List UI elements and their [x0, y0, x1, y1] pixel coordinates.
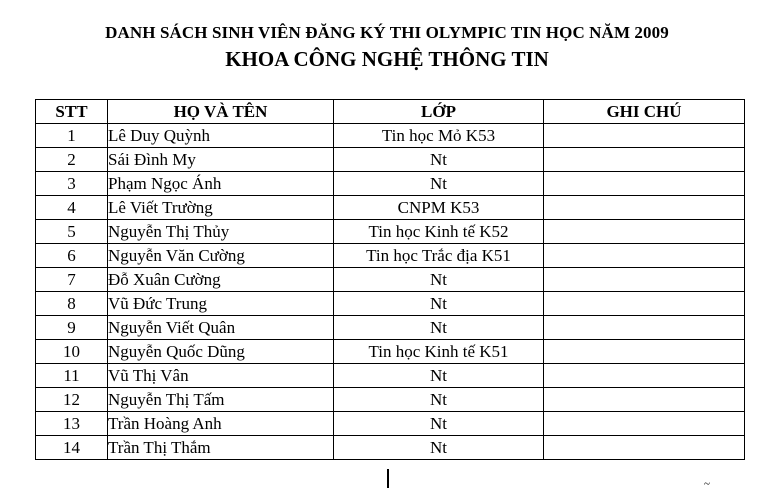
name-cell[interactable]: Nguyễn Viết Quân [108, 316, 334, 340]
note-cell[interactable] [544, 268, 745, 292]
note-cell[interactable] [544, 388, 745, 412]
class-cell[interactable]: CNPM K53 [334, 196, 544, 220]
name-cell[interactable]: Vũ Đức Trung [108, 292, 334, 316]
note-cell[interactable] [544, 196, 745, 220]
stt-cell[interactable]: 14 [36, 436, 108, 460]
table-row [36, 148, 745, 172]
class-cell[interactable]: Tin học Trắc địa K51 [334, 244, 544, 268]
table-row [36, 388, 745, 412]
name-cell[interactable]: Trần Hoàng Anh [108, 412, 334, 436]
header-class[interactable]: LỚP [334, 100, 544, 124]
department-title: KHOA CÔNG NGHỆ THÔNG TIN [225, 47, 549, 71]
text-cursor [387, 469, 389, 488]
stt-cell[interactable]: 2 [36, 148, 108, 172]
name-cell[interactable]: Lê Duy Quỳnh [108, 124, 334, 148]
header-stt[interactable]: STT [36, 100, 108, 124]
stt-cell[interactable]: 10 [36, 340, 108, 364]
class-cell[interactable]: Nt [334, 316, 544, 340]
note-cell[interactable] [544, 172, 745, 196]
table-body [36, 124, 745, 460]
corner-mark: ~ [704, 478, 710, 490]
note-cell[interactable] [544, 292, 745, 316]
table-row [36, 292, 745, 316]
name-cell[interactable]: Nguyễn Thị Thủy [108, 220, 334, 244]
stt-cell[interactable]: 7 [36, 268, 108, 292]
class-cell[interactable]: Nt [334, 148, 544, 172]
table-row [36, 268, 745, 292]
stt-cell[interactable]: 6 [36, 244, 108, 268]
name-cell[interactable]: Đỗ Xuân Cường [108, 268, 334, 292]
stt-cell[interactable]: 3 [36, 172, 108, 196]
note-cell[interactable] [544, 244, 745, 268]
name-cell[interactable]: Nguyễn Thị Tấm [108, 388, 334, 412]
stt-cell[interactable]: 9 [36, 316, 108, 340]
class-cell[interactable]: Nt [334, 172, 544, 196]
class-cell[interactable]: Nt [334, 292, 544, 316]
note-cell[interactable] [544, 436, 745, 460]
table-row [36, 124, 745, 148]
table-row [36, 364, 745, 388]
class-cell[interactable]: Tin học Kinh tế K51 [334, 340, 544, 364]
table-row [36, 172, 745, 196]
name-cell[interactable]: Phạm Ngọc Ánh [108, 172, 334, 196]
stt-cell[interactable]: 5 [36, 220, 108, 244]
name-cell[interactable]: Nguyễn Quốc Dũng [108, 340, 334, 364]
student-roster-table [35, 99, 745, 460]
table-row [36, 220, 745, 244]
class-cell[interactable]: Nt [334, 436, 544, 460]
stt-cell[interactable]: 11 [36, 364, 108, 388]
name-cell[interactable]: Nguyễn Văn Cường [108, 244, 334, 268]
header-note[interactable]: GHI CHÚ [544, 100, 745, 124]
note-cell[interactable] [544, 124, 745, 148]
class-cell[interactable]: Nt [334, 388, 544, 412]
class-cell[interactable]: Nt [334, 364, 544, 388]
header-full-name[interactable]: HỌ VÀ TÊN [108, 100, 334, 124]
stt-cell[interactable]: 4 [36, 196, 108, 220]
name-cell[interactable]: Vũ Thị Vân [108, 364, 334, 388]
note-cell[interactable] [544, 316, 745, 340]
table-header-row [36, 100, 745, 124]
stt-cell[interactable]: 12 [36, 388, 108, 412]
table-row [36, 244, 745, 268]
note-cell[interactable] [544, 148, 745, 172]
stt-cell[interactable]: 8 [36, 292, 108, 316]
document-title: DANH SÁCH SINH VIÊN ĐĂNG KÝ THI OLYMPIC TIN HỌC NĂM 2009 [105, 23, 669, 42]
note-cell[interactable] [544, 340, 745, 364]
note-cell[interactable] [544, 412, 745, 436]
table-row [36, 340, 745, 364]
table-row [36, 412, 745, 436]
class-cell[interactable]: Nt [334, 268, 544, 292]
name-cell[interactable]: Sái Đình My [108, 148, 334, 172]
stt-cell[interactable]: 13 [36, 412, 108, 436]
class-cell[interactable]: Tin học Mỏ K53 [334, 124, 544, 148]
table-row [36, 316, 745, 340]
class-cell[interactable]: Nt [334, 412, 544, 436]
name-cell[interactable]: Lê Viết Trường [108, 196, 334, 220]
table-row [36, 436, 745, 460]
note-cell[interactable] [544, 220, 745, 244]
name-cell[interactable]: Trần Thị Thắm [108, 436, 334, 460]
table-row [36, 196, 745, 220]
stt-cell[interactable]: 1 [36, 124, 108, 148]
class-cell[interactable]: Tin học Kinh tế K52 [334, 220, 544, 244]
note-cell[interactable] [544, 364, 745, 388]
